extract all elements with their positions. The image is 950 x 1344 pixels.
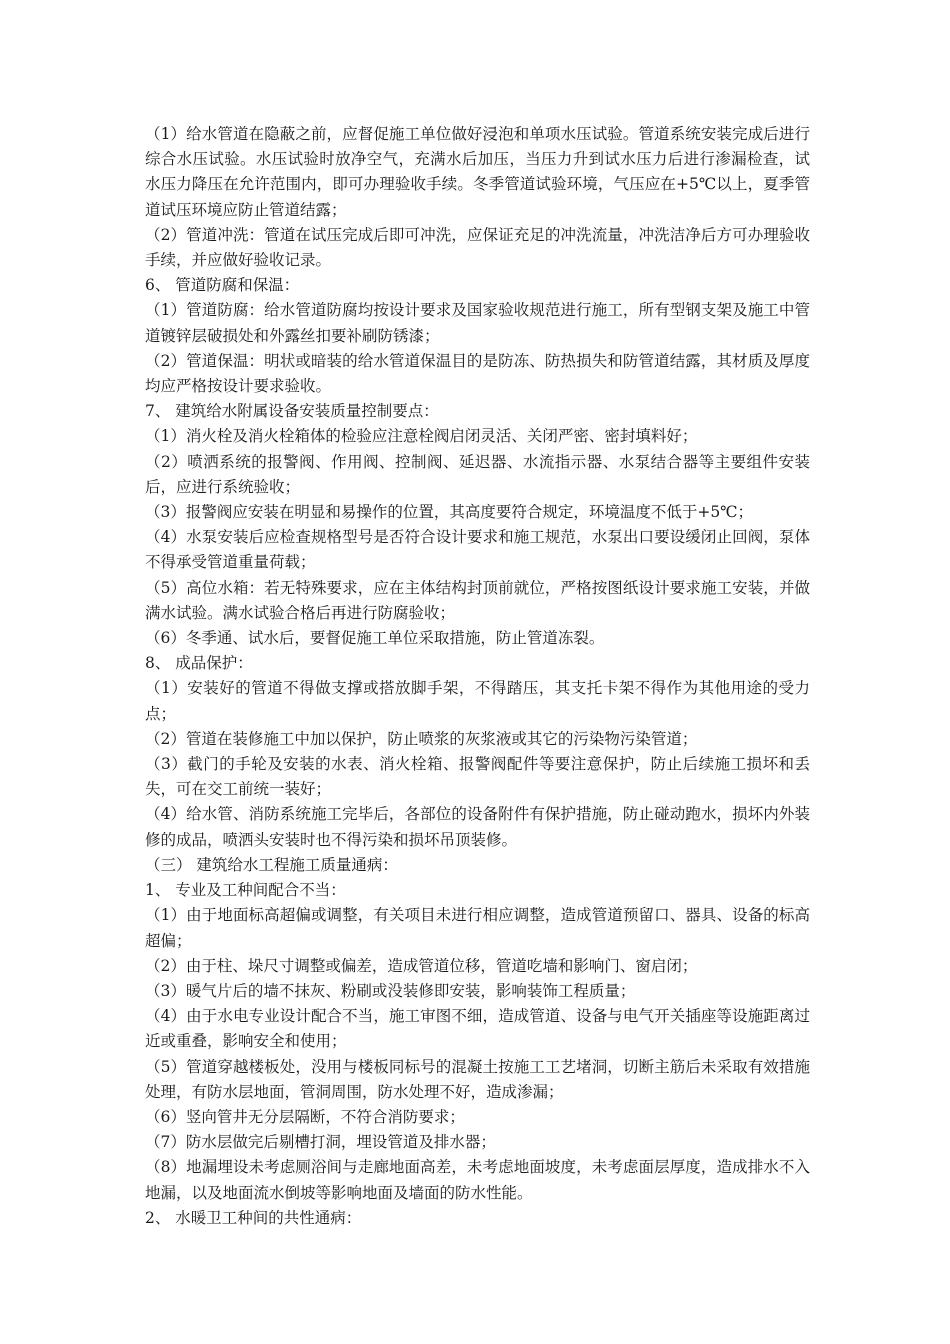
section-heading: 1、 专业及工种间配合不当： — [145, 881, 346, 900]
paragraph-item: （2）由于柱、垛尺寸调整或偏差，造成管道位移，管道吃墙和影响门、窗启闭； — [145, 956, 698, 975]
chapter-heading: （三） 建筑给水工程施工质量通病： — [145, 855, 398, 874]
paragraph-item: （7）防水层做完后剔槽打洞，埋设管道及排水器； — [145, 1133, 496, 1152]
paragraph-item: （8）地漏埋设未考虑厕浴间与走廊地面高差，未考虑地面坡度，未考虑面层厚度，造成排水不入地漏，以及地面流水倒坡等影响地面及墙面的防水性能。 — [145, 1158, 810, 1202]
paragraph-item: （1）由于地面标高超偏或调整，有关项目未进行相应调整，造成管道预留口、器具、设备的标高超偏； — [145, 906, 810, 950]
paragraph-item: （5）高位水箱：若无特殊要求，应在主体结构封顶前就位，严格按图纸设计要求施工安装，并做满水试验。满水试验合格后再进行防腐验收； — [145, 578, 810, 622]
paragraph-item: （1）消火栓及消火栓箱体的检验应注意栓阀启闭灵活、关闭严密、密封填料好； — [145, 427, 698, 446]
section-heading: 7、 建筑给水附属设备安装质量控制要点： — [145, 402, 439, 421]
paragraph-item: （2）管道冲洗：管道在试压完成后即可冲洗，应保证充足的冲洗流量，冲洗洁净后方可办理验收手续，并应做好验收记录。 — [145, 225, 810, 270]
paragraph-item: （1）安装好的管道不得做支撑或搭放脚手架，不得踏压，其支托卡架不得作为其他用途的受力点； — [145, 679, 810, 723]
section-heading: 2、 水暖卫工种间的共性通病： — [145, 1208, 362, 1227]
paragraph-item: （2）管道在装修施工中加以保护，防止喷浆的灰浆液或其它的污染物污染管道； — [145, 729, 698, 748]
section-heading: 8、 成品保护： — [145, 654, 253, 673]
section-heading: 6、 管道防腐和保温： — [145, 276, 300, 295]
paragraph-item: （3）报警阀应安装在明显和易操作的位置，其高度要符合规定，环境温度不低于+5℃； — [145, 503, 754, 522]
paragraph-item: （6）竖向管井无分层隔断，不符合消防要求； — [145, 1107, 465, 1126]
paragraph-item: （2）管道保温：明状或暗装的给水管道保温目的是防冻、防热损失和防管道结露，其材质及厚度均应严格按设计要求验收。 — [145, 351, 810, 396]
paragraph-item: （1）管道防腐：给水管道防腐均按设计要求及国家验收规范进行施工，所有型钢支架及施工中管道镀锌层破损处和外露丝扣要补刷防锈漆； — [145, 301, 810, 345]
paragraph-item: （4）水泵安装后应检查规格型号是否符合设计要求和施工规范，水泵出口要设缓闭止回阀，泵体不得承受管道重量荷载； — [145, 528, 810, 572]
paragraph-item: （6）冬季通、试水后，要督促施工单位采取措施，防止管道冻裂。 — [145, 629, 605, 648]
document-body — [145, 122, 810, 1231]
paragraph-item: （5）管道穿越楼板处，没用与楼板同标号的混凝土按施工工艺堵洞，切断主筋后未采取有效措施处理，有防水层地面，管洞周围，防水处理不好，造成渗漏； — [145, 1057, 810, 1101]
paragraph-item: （3）暖气片后的墙不抹灰、粉刷或没装修即安装，影响装饰工程质量； — [145, 981, 636, 1000]
paragraph-item: （3）截门的手轮及安装的水表、消火栓箱、报警阀配件等要注意保护，防止后续施工损坏和丢失，可在交工前统一装好； — [145, 755, 810, 799]
paragraph-item: （1）给水管道在隐蔽之前，应督促施工单位做好浸泡和单项水压试验。管道系统安装完成后进行综合水压试验。水压试验时放净空气，充满水后加压，当压力升到试水压力后进行渗漏检查，试水压力降压在允许范围内，即可办理验收手续。冬季管道试验环境，气压应在+5℃以上，夏季管道试压环境应防止管道结露； — [145, 125, 810, 219]
paragraph-item: （2）喷洒系统的报警阀、作用阀、控制阀、延迟器、水流指示器、水泵结合器等主要组件安装后，应进行系统验收； — [145, 452, 810, 496]
paragraph-item: （4）由于水电专业设计配合不当，施工审图不细，造成管道、设备与电气开关插座等设施距离过近或重叠，影响安全和使用； — [145, 1007, 810, 1051]
paragraph-item: （4）给水管、消防系统施工完毕后，各部位的设备附件有保护措施，防止碰动跑水，损坏内外装修的成品，喷洒头安装时也不得污染和损坏吊顶装修。 — [145, 805, 810, 849]
